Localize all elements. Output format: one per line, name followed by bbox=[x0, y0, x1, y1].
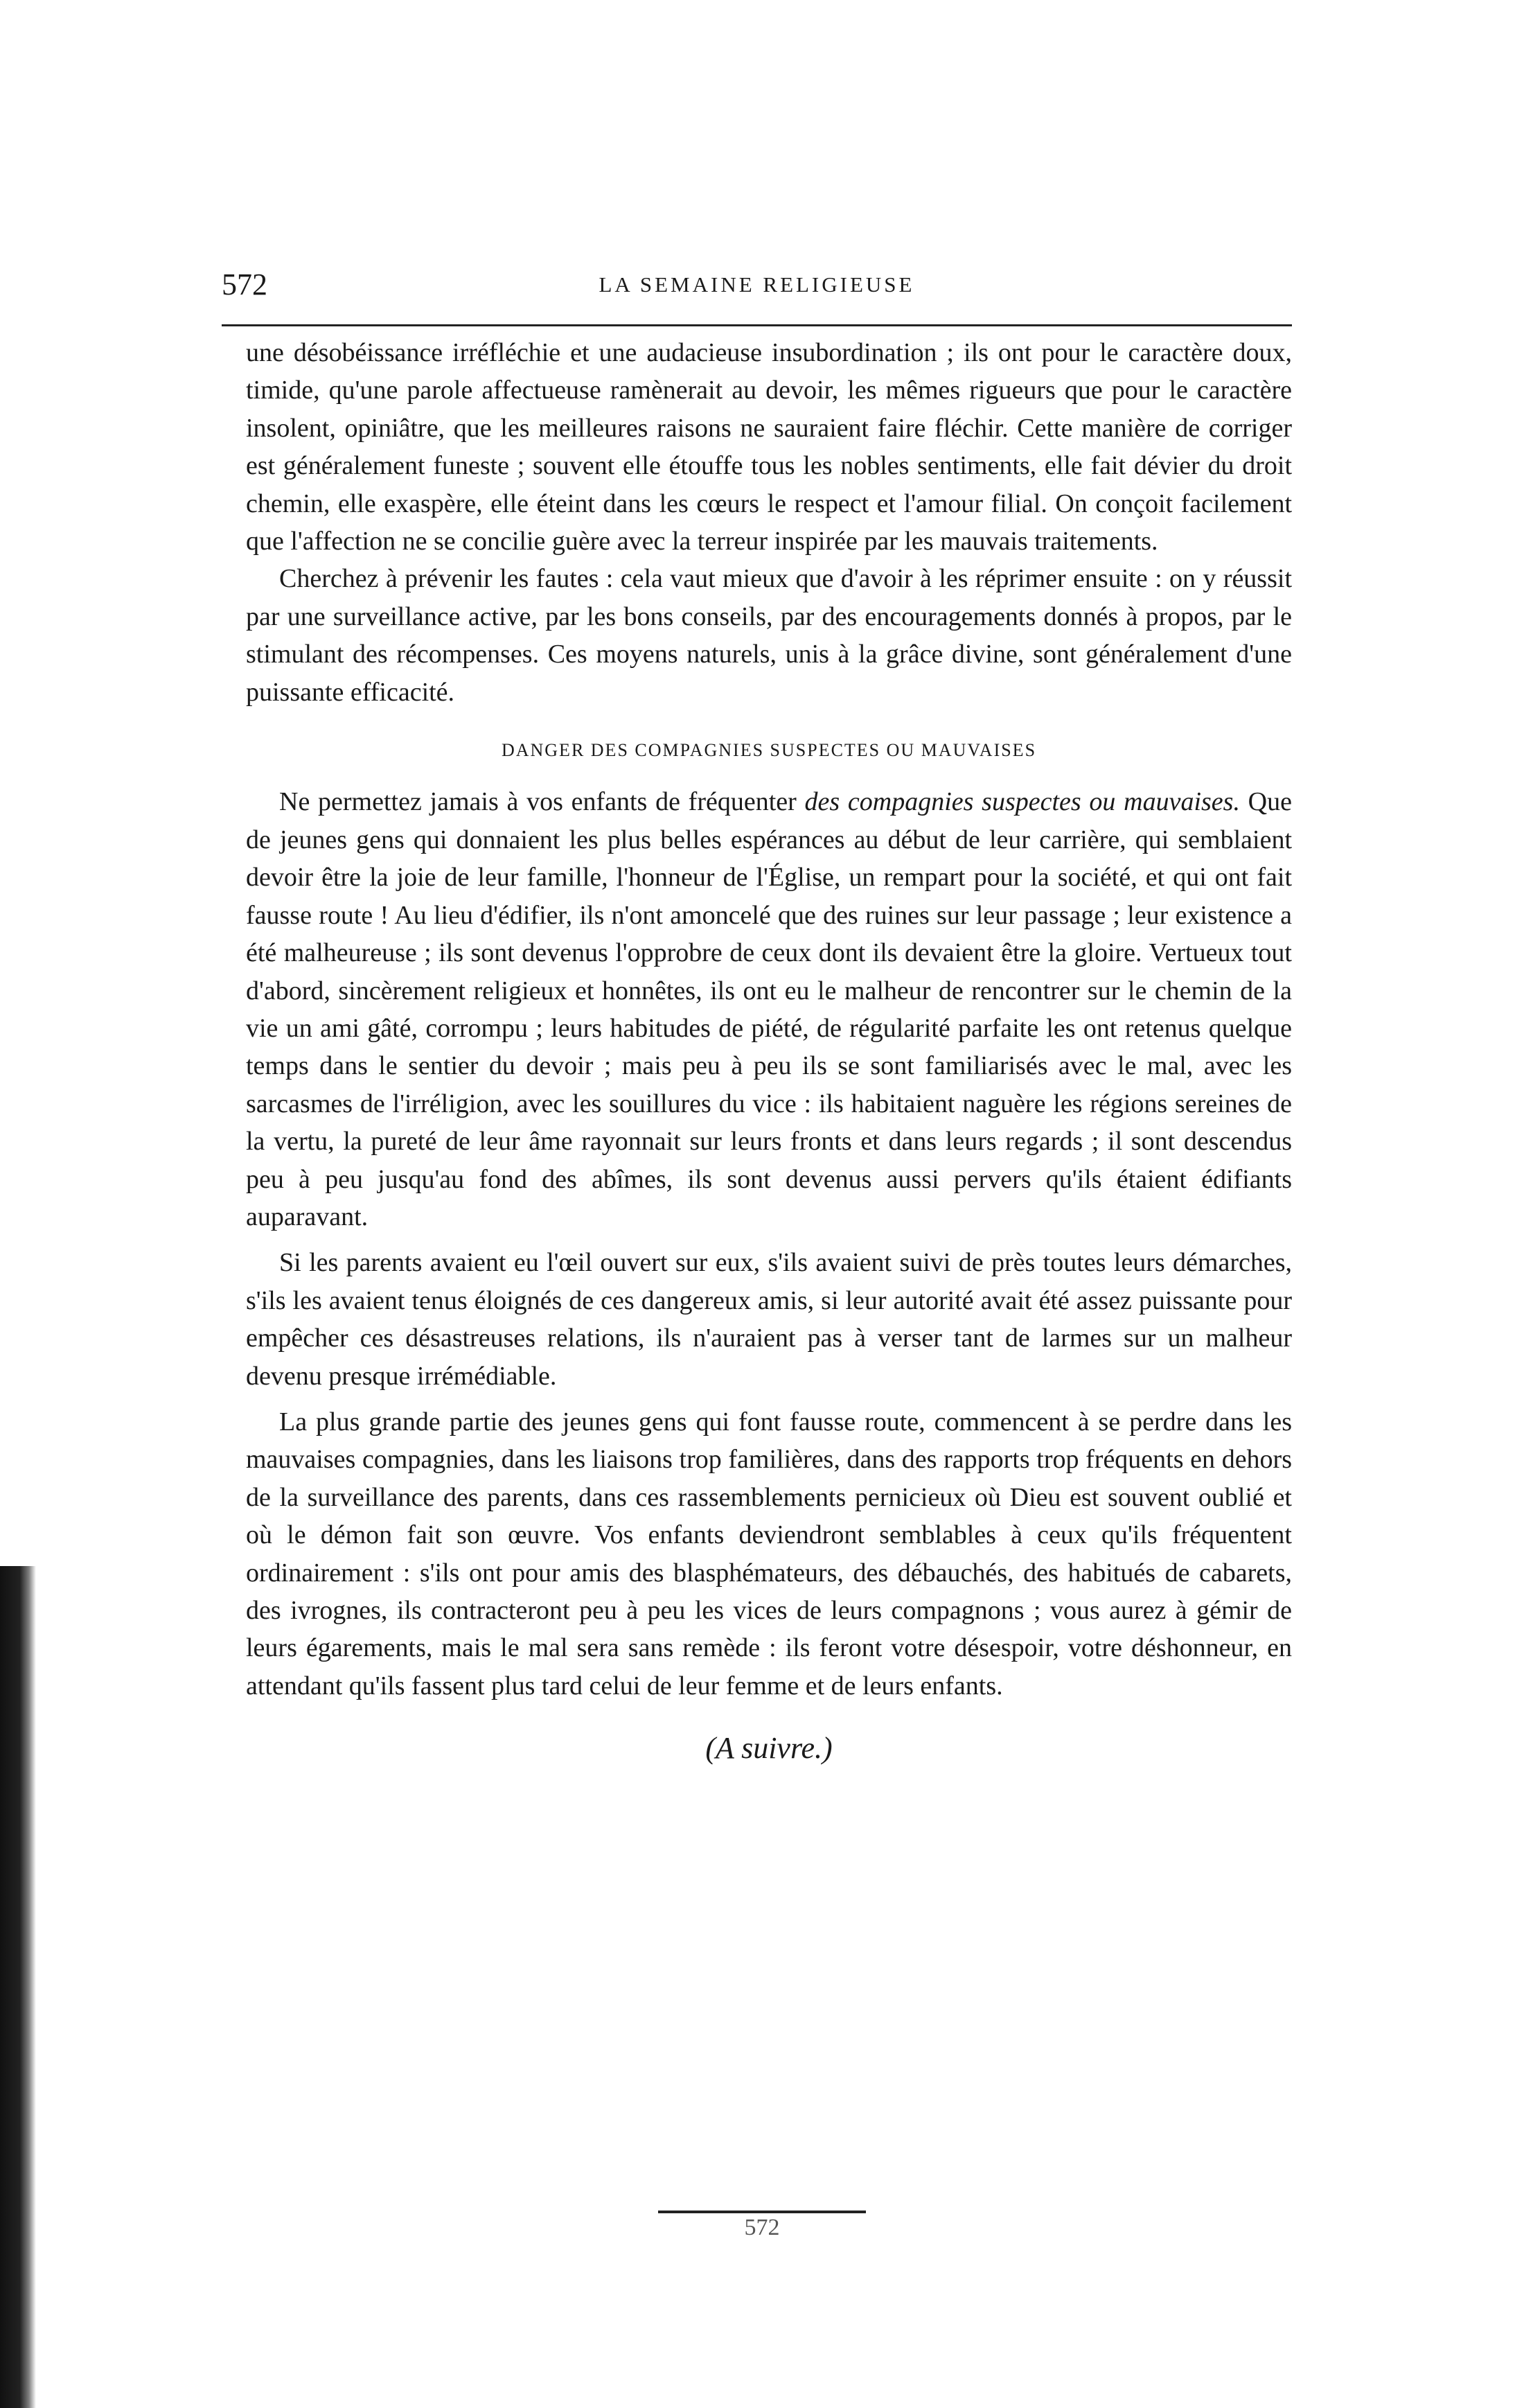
paragraph-continuation: une désobéissance irréfléchie et une audacieuse insubordination ; ils ont pour le caractère doux, timide, qu'une parole affectueuse ramènerait au devoir, les mêmes rigueurs que pour le caractère insolent, opiniâtre, que les meilleures raisons ne sauraient faire fléchir. Cette manière de corriger est généralement funeste ; souvent elle étouffe tous les nobles sentiments, elle fait dévier du droit chemin, elle exaspère, elle éteint dans les cœurs le respect et l'amour filial. On conçoit facilement que l'affection ne se concilie guère avec la terreur inspirée par les mauvais traitements. bbox=[246, 338, 1292, 556]
paragraph-companies-rest: Que de jeunes gens qui donnaient les plus belles espérances au début de leur carrière, qui semblaient devoir être la joie de leur famille, l'honneur de l'Église, un rempart pour la société, et qui ont fait fausse route ! Au lieu d'édifier, ils n'ont amoncelé que des ruines sur leur passage ; leur existence a été malheureuse ; ils sont devenus l'opprobre de ceux dont ils devaient être la gloire. Vertueux tout d'abord, sincèrement religieux et honnêtes, ils ont eu le malheur de rencontrer sur le chemin de la vie un ami gâté, corrompu ; leurs habitudes de piété, de régularité parfaite les ont retenus quelque temps dans le sentier du devoir ; mais peu à peu ils se sont familiarisés avec le mal, avec les sarcasmes de l'irréligion, avec les souillures du vice : ils habitaient naguère les régions sereines de la vertu, la pureté de leur âme rayonnait sur leurs fronts et dans leurs regards ; il sont descendus peu à peu jusqu'au fond des abîmes, ils sont devenus aussi pervers qu'ils étaient édifiants auparavant. bbox=[246, 787, 1292, 1231]
page-header bbox=[222, 267, 1292, 308]
page-number: 572 bbox=[222, 267, 267, 301]
paragraph-companies-start: Ne permettez jamais à vos enfants de fréquenter bbox=[279, 787, 805, 817]
paragraph-young-people: La plus grande partie des jeunes gens qui font fausse route, commencent à se perdre dans les mauvaises compagnies, dans les liaisons trop familières, dans des rapports trop fréquents en dehors de la surveillance des parents, dans ces rassemblements pernicieux où Dieu est souvent oublié et où le démon fait son œuvre. Vos enfants deviendront semblables à ceux qu'ils fréquentent ordinairement : s'ils ont pour amis des blasphémateurs, des débauchés, des habitués de cabarets, des ivrognes, ils contracteront peu à peu les vices de leurs compagnons ; vous aurez à gémir de leurs égarements, mais le mal sera sans remède : ils feront votre désespoir, votre déshonneur, en attendant qu'ils fassent plus tard celui de leur femme et de leurs enfants. bbox=[246, 1407, 1292, 1700]
paragraph-companies-italic: des compagnies suspectes ou mauvaises. bbox=[804, 787, 1240, 817]
to-be-continued: (A suivre.) bbox=[705, 1731, 833, 1766]
footer-rule bbox=[658, 2211, 866, 2213]
header-rule bbox=[222, 324, 1292, 326]
scan-binding-edge bbox=[0, 1566, 36, 2408]
section-title: DANGER DES COMPAGNIES SUSPECTES OU MAUVAISES bbox=[501, 740, 1037, 761]
footer-signature: 572 bbox=[744, 2215, 780, 2240]
paragraph-companies bbox=[246, 783, 1292, 1236]
article-body bbox=[246, 334, 1292, 1768]
running-head: LA SEMAINE RELIGIEUSE bbox=[599, 272, 915, 297]
paragraph-parents: Si les parents avaient eu l'œil ouvert sur eux, s'ils avaient suivi de près toutes leurs démarches, s'ils les avaient tenus éloignés de ces dangereux amis, si leur autorité avait été assez puissante pour empêcher ces désastreuses relations, ils n'auraient pas à verser tant de larmes sur un malheur devenu presque irrémédiable. bbox=[246, 1248, 1292, 1391]
paragraph-prevention: Cherchez à prévenir les fautes : cela vaut mieux que d'avoir à les réprimer ensuite : on y réussit par une surveillance active, par les bons conseils, par des encouragements donnés à propos, par le stimulant des récompenses. Ces moyens naturels, unis à la grâce divine, sont généralement d'une puissante efficacité. bbox=[246, 564, 1292, 707]
